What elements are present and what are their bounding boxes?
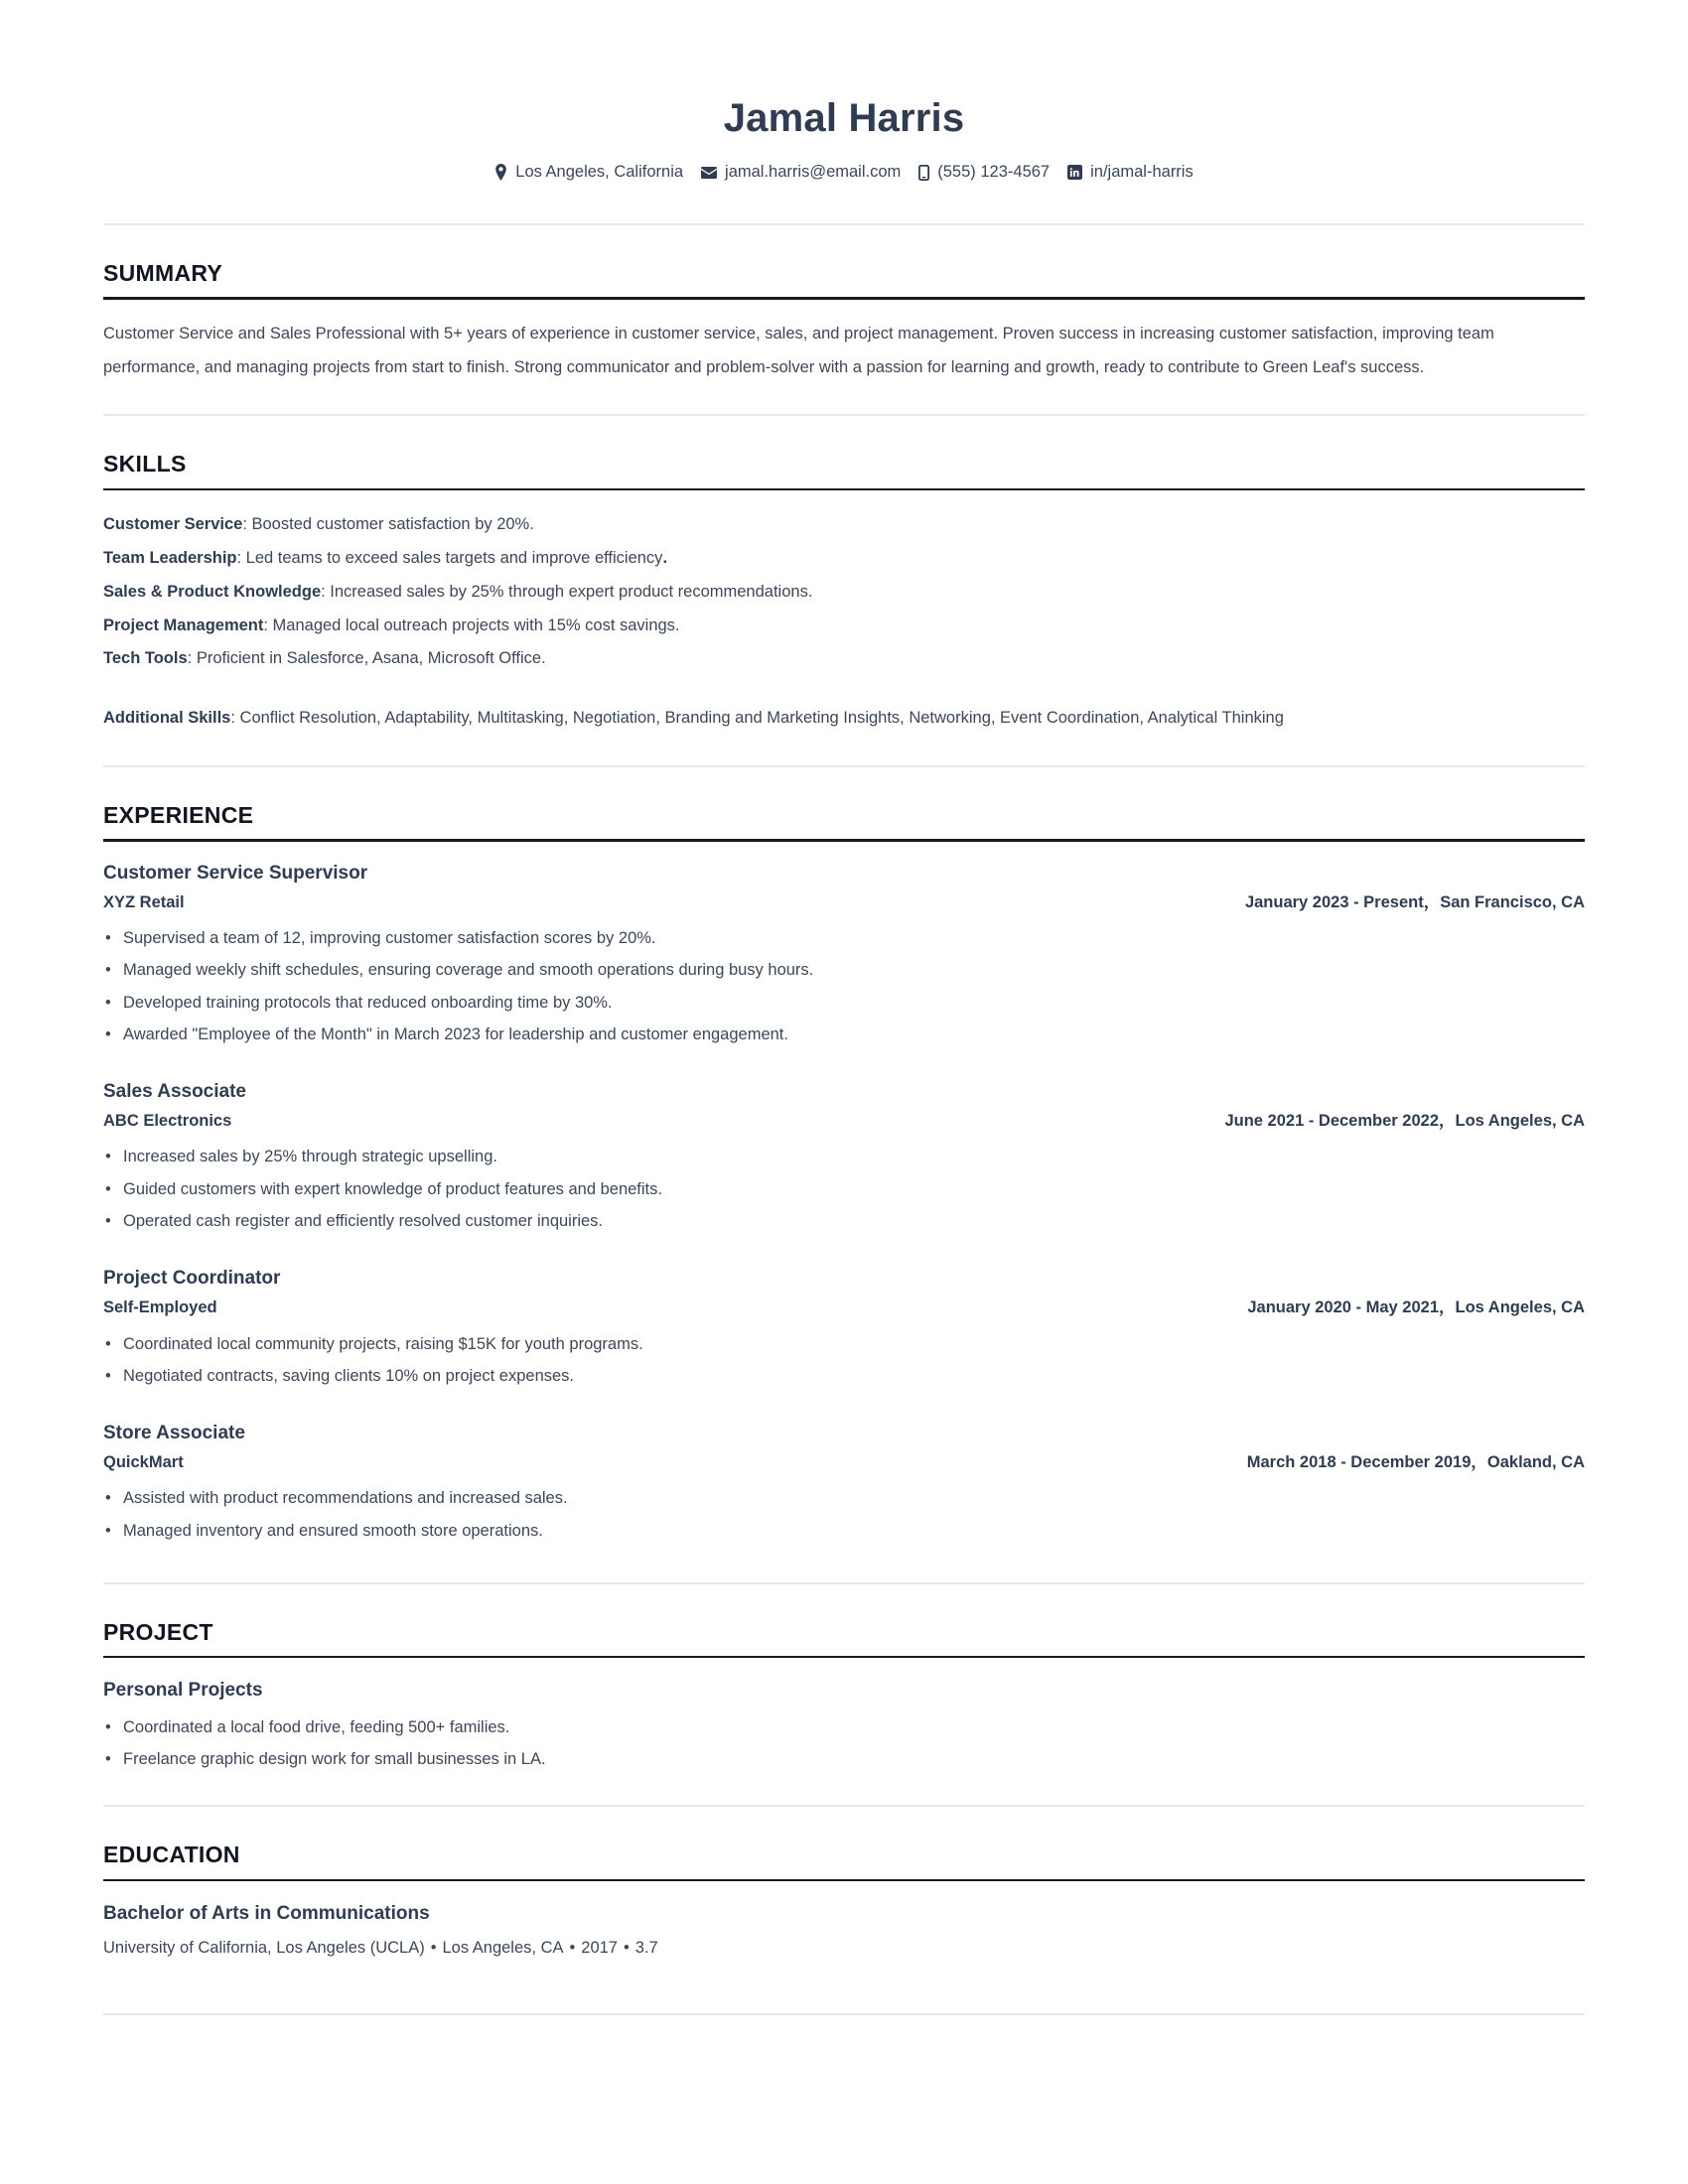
education-detail xyxy=(103,1934,1585,1962)
skill-label: Team Leadership xyxy=(103,548,237,567)
job-bullet xyxy=(103,1482,1585,1514)
job-bullet-text: Negotiated contracts, saving clients 10% on project expenses. xyxy=(123,1366,575,1385)
contact-email[interactable] xyxy=(701,161,901,184)
education-degree: Bachelor of Arts in Communications xyxy=(103,1902,430,1924)
job-bullet xyxy=(103,1173,1585,1205)
job-bullet-text: Managed weekly shift schedules, ensuring coverage and smooth operations during busy hours. xyxy=(123,961,814,980)
additional-skills-desc: : Conflict Resolution, Adaptability, Multitasking, Negotiation, Branding and Marketing Insights, Networking, Event Coordination, Analytical Thinking xyxy=(230,709,1284,728)
spacer xyxy=(103,384,1585,414)
job-bullet-text: Supervised a team of 12, improving customer satisfaction scores by 20%. xyxy=(123,929,656,948)
bullet-dot-icon: • xyxy=(105,1717,111,1736)
bullet-dot-icon: • xyxy=(105,1024,111,1043)
experience-item xyxy=(103,1265,1585,1392)
education-year: 2017 xyxy=(581,1939,618,1958)
section-rule-project xyxy=(103,1656,1585,1658)
bullet-dot-icon: • xyxy=(105,1334,111,1353)
education-gpa: 3.7 xyxy=(634,1939,658,1958)
job-bullet-text: Managed inventory and ensured smooth store operations. xyxy=(123,1521,543,1540)
job-bullet xyxy=(103,1019,1585,1050)
skill-desc: : Led teams to exceed sales targets and improve efficiency xyxy=(236,548,663,567)
contact-location xyxy=(494,161,683,184)
project-bullet xyxy=(103,1711,1585,1743)
contact-email-text: jamal.harris@email.com xyxy=(725,163,902,181)
job-bullet-text: Coordinated local community projects, raising $15K for youth programs. xyxy=(123,1334,643,1353)
job-bullet xyxy=(103,1515,1585,1547)
job-bullet xyxy=(103,922,1585,954)
spacer xyxy=(103,1775,1585,1805)
job-title: Project Coordinator xyxy=(103,1267,281,1289)
education-location: Los Angeles, CA xyxy=(442,1939,564,1958)
job-bullet-text: Operated cash register and efficiently resolved customer inquiries. xyxy=(123,1211,604,1230)
additional-skills-row xyxy=(103,702,1585,736)
section-title-experience: EXPERIENCE xyxy=(103,801,254,828)
job-bullet-text: Developed training protocols that reduced onboarding time by 30%. xyxy=(123,993,613,1012)
experience-item xyxy=(103,1078,1585,1237)
contact-location-text: Los Angeles, California xyxy=(515,163,684,181)
section-title-summary: SUMMARY xyxy=(103,260,223,287)
skill-label: Customer Service xyxy=(103,515,243,534)
bullet-dot-icon: • xyxy=(105,1366,111,1385)
job-bullet xyxy=(103,1360,1585,1392)
education-separator: • xyxy=(624,1939,630,1958)
job-bullet-text: Increased sales by 25% through strategic upselling. xyxy=(123,1148,497,1166)
contact-linkedin-text: in/jamal-harris xyxy=(1090,163,1194,181)
job-bullet-list xyxy=(103,922,1585,1050)
job-daterange-location: June 2021 - December 2022，Los Angeles, CA xyxy=(1224,1112,1585,1131)
skill-trailing-period: . xyxy=(662,548,668,567)
contact-line xyxy=(103,161,1585,184)
job-bullet-list xyxy=(103,1141,1585,1237)
job-bullet-text: Guided customers with expert knowledge of product features and benefits. xyxy=(123,1179,662,1198)
summary-text: Customer Service and Sales Professional with 5+ years of experience in customer service, sales, and project management. Proven success in increasing customer satisfaction, improving team performance, and managing projects from start to finish. Strong communicator and problem-solver with a passion for learning and growth, ready to contribute to Green Leaf's success. xyxy=(103,324,1494,376)
job-bullet xyxy=(103,987,1585,1019)
project-bullet-list xyxy=(103,1711,1585,1775)
skill-desc: : Increased sales by 25% through expert product recommendations. xyxy=(321,582,813,601)
section-skills xyxy=(103,416,1585,736)
bullet-dot-icon: • xyxy=(105,993,111,1012)
skill-item xyxy=(103,642,1585,676)
job-meta xyxy=(103,1107,1585,1135)
bullet-dot-icon: • xyxy=(105,929,111,948)
skill-item xyxy=(103,542,1585,576)
job-bullet xyxy=(103,1328,1585,1360)
job-bullet-list xyxy=(103,1328,1585,1392)
job-company: XYZ Retail xyxy=(103,893,185,912)
candidate-name: Jamal Harris xyxy=(723,96,965,140)
project-bullet-text: Freelance graphic design work for small businesses in LA. xyxy=(123,1750,546,1769)
envelope-icon xyxy=(701,167,717,179)
mobile-phone-icon xyxy=(918,165,929,181)
education-separator: • xyxy=(569,1939,576,1958)
job-bullet-list xyxy=(103,1482,1585,1546)
section-education xyxy=(103,1807,1585,1962)
section-title-skills: SKILLS xyxy=(103,451,187,478)
section-title-education: EDUCATION xyxy=(103,1842,240,1868)
skill-label: Tech Tools xyxy=(103,649,188,668)
resume-header xyxy=(103,0,1585,225)
section-rule-experience xyxy=(103,839,1585,841)
bullet-dot-icon: • xyxy=(105,1750,111,1769)
education-separator: • xyxy=(430,1939,437,1958)
skill-item xyxy=(103,576,1585,610)
section-title-project: PROJECT xyxy=(103,1618,213,1645)
spacer xyxy=(103,1553,1585,1582)
skill-desc: : Proficient in Salesforce, Asana, Microsoft Office. xyxy=(187,649,546,668)
skill-desc: : Managed local outreach projects with 15% cost savings. xyxy=(263,615,680,634)
job-daterange-location: January 2020 - May 2021，Los Angeles, CA xyxy=(1247,1298,1585,1317)
job-title: Sales Associate xyxy=(103,1080,246,1102)
contact-phone[interactable] xyxy=(918,161,1050,184)
job-title: Store Associate xyxy=(103,1422,245,1443)
skill-label: Project Management xyxy=(103,615,264,634)
bullet-dot-icon: • xyxy=(105,1489,111,1508)
job-bullet xyxy=(103,1141,1585,1172)
location-pin-icon xyxy=(494,164,507,181)
experience-item xyxy=(103,860,1585,1050)
job-meta xyxy=(103,1294,1585,1321)
job-bullet-text: Awarded "Employee of the Month" in March 2023 for leadership and customer engagement. xyxy=(123,1024,788,1043)
section-project xyxy=(103,1584,1585,1775)
project-name: Personal Projects xyxy=(103,1680,263,1702)
section-rule-education xyxy=(103,1879,1585,1881)
job-bullet-text: Assisted with product recommendations and increased sales. xyxy=(123,1489,568,1508)
job-bullet xyxy=(103,1205,1585,1237)
contact-linkedin[interactable] xyxy=(1067,161,1194,184)
section-summary xyxy=(103,225,1585,384)
job-meta xyxy=(103,888,1585,916)
section-experience xyxy=(103,767,1585,1547)
bullet-dot-icon: • xyxy=(105,1211,111,1230)
experience-item xyxy=(103,1420,1585,1547)
job-daterange-location: March 2018 - December 2019，Oakland, CA xyxy=(1246,1453,1585,1472)
bullet-dot-icon: • xyxy=(105,1148,111,1166)
skill-label: Sales & Product Knowledge xyxy=(103,582,322,601)
job-company: QuickMart xyxy=(103,1453,184,1472)
section-rule-skills xyxy=(103,488,1585,490)
project-bullet xyxy=(103,1743,1585,1775)
bullet-dot-icon: • xyxy=(105,1179,111,1198)
skill-item xyxy=(103,508,1585,542)
job-bullet xyxy=(103,954,1585,986)
section-rule-summary xyxy=(103,297,1585,299)
job-company: ABC Electronics xyxy=(103,1112,232,1131)
job-daterange-location: January 2023 - Present，San Francisco, CA xyxy=(1244,893,1585,912)
linkedin-icon xyxy=(1067,165,1082,180)
footer-divider xyxy=(103,2013,1585,2015)
bullet-dot-icon: • xyxy=(105,1521,111,1540)
project-bullet-text: Coordinated a local food drive, feeding 500+ families. xyxy=(123,1717,510,1736)
job-title: Customer Service Supervisor xyxy=(103,862,368,884)
bullet-dot-icon: • xyxy=(105,961,111,980)
contact-phone-text: (555) 123-4567 xyxy=(937,163,1051,181)
additional-skills-label: Additional Skills xyxy=(103,709,231,728)
skill-item xyxy=(103,610,1585,643)
job-meta xyxy=(103,1448,1585,1476)
spacer xyxy=(103,736,1585,765)
skill-desc: : Boosted customer satisfaction by 20%. xyxy=(242,515,534,534)
job-company: Self-Employed xyxy=(103,1298,217,1317)
education-school: University of California, Los Angeles (UCLA) xyxy=(103,1939,425,1958)
